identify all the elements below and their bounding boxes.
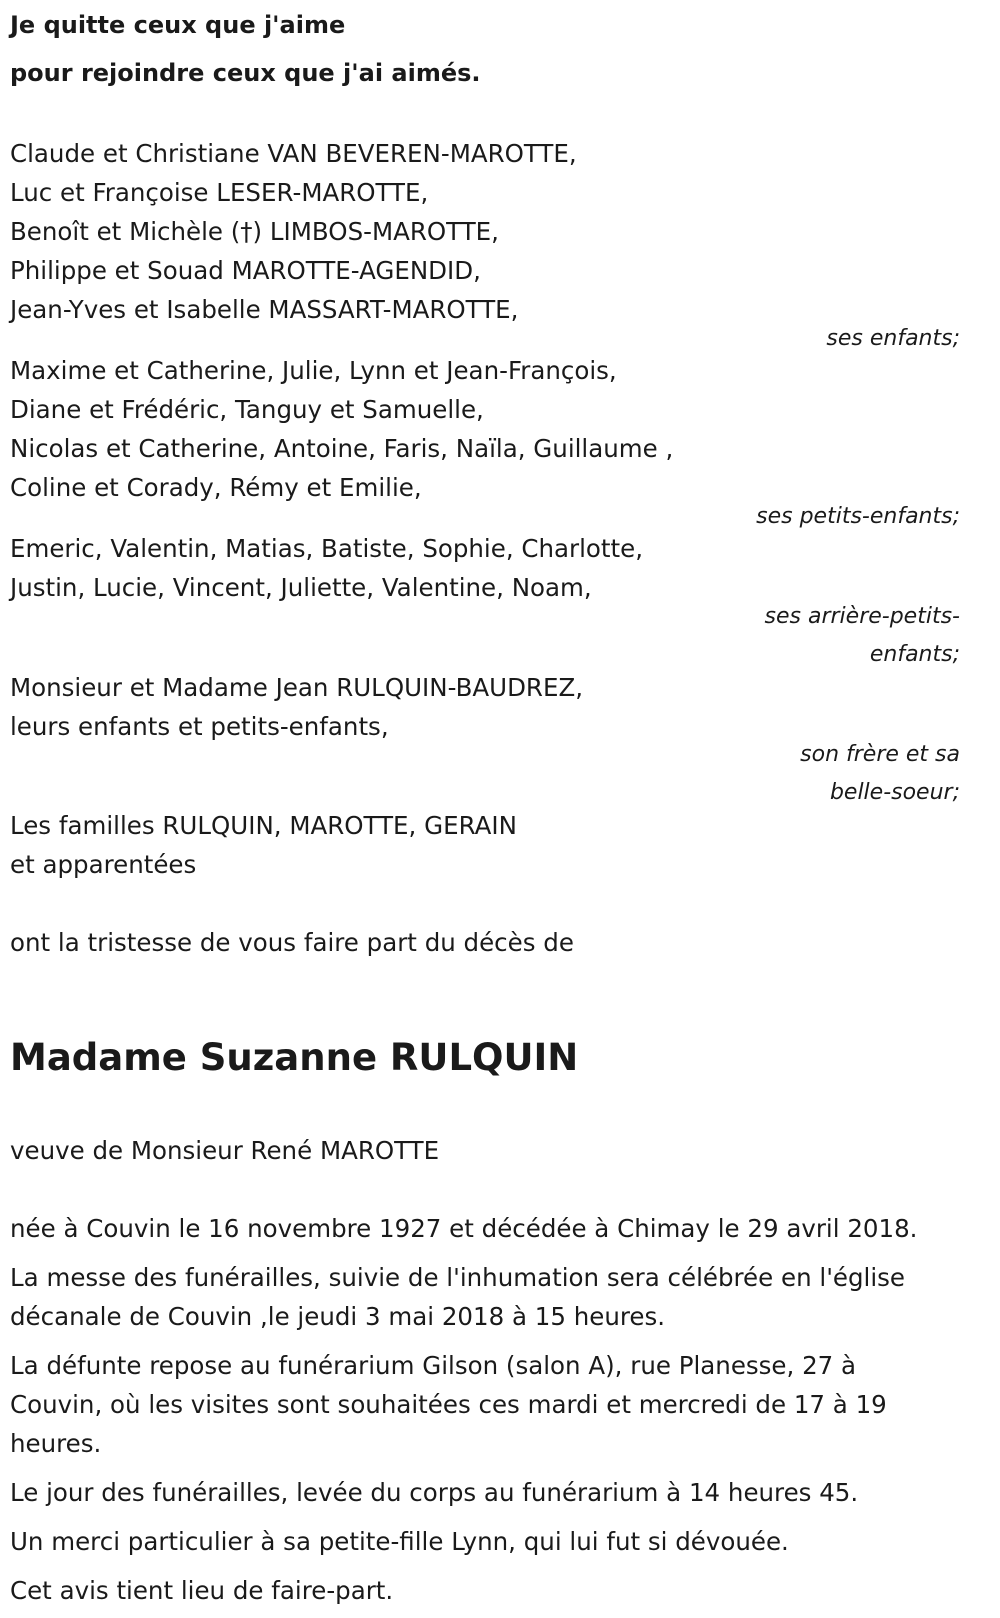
funeral-line-2: décanale de Couvin ,le jeudi 3 mai 2018 à 15 heures. bbox=[10, 1302, 666, 1331]
rest-line-3: heures. bbox=[10, 1429, 102, 1458]
quote-line-1: Je quitte ceux que j'aime bbox=[10, 11, 346, 39]
siblings-role-line-2: belle-soeur; bbox=[829, 780, 960, 805]
children-name-2: Luc et Françoise LESER-MAROTTE, bbox=[10, 178, 429, 207]
rest-line-1: La défunte repose au funérarium Gilson (salon A), rue Planesse, 27 à bbox=[10, 1351, 857, 1380]
children-name-5: Jean-Yves et Isabelle MASSART-MAROTTE, bbox=[10, 295, 519, 324]
thanks: Un merci particulier à sa petite-fille Lynn, qui lui fut si dévouée. bbox=[10, 1527, 789, 1556]
siblings-role-line-1: son frère et sa bbox=[800, 742, 960, 767]
siblings-name-2: leurs enfants et petits-enfants, bbox=[10, 712, 389, 741]
grandchildren-role: ses petits-enfants; bbox=[756, 504, 960, 529]
grandchildren-name-3: Nicolas et Catherine, Antoine, Faris, Naïla, Guillaume , bbox=[10, 434, 674, 463]
quote-line-2: pour rejoindre ceux que j'ai aimés. bbox=[10, 59, 481, 87]
children-name-1: Claude et Christiane VAN BEVEREN-MAROTTE, bbox=[10, 139, 577, 168]
great-grandchildren-name-1: Emeric, Valentin, Matias, Batiste, Sophie, Charlotte, bbox=[10, 534, 643, 563]
great-grandchildren-role-line-2: enfants; bbox=[869, 642, 960, 667]
children-name-4: Philippe et Souad MAROTTE-AGENDID, bbox=[10, 256, 481, 285]
rest-line-2: Couvin, où les visites sont souhaitées ces mardi et mercredi de 17 à 19 bbox=[10, 1390, 887, 1419]
deceased-name: Madame Suzanne RULQUIN bbox=[10, 1036, 579, 1079]
grandchildren-name-2: Diane et Frédéric, Tanguy et Samuelle, bbox=[10, 395, 484, 424]
families-line-1: Les familles RULQUIN, MAROTTE, GERAIN bbox=[10, 811, 517, 840]
notice: Cet avis tient lieu de faire-part. bbox=[10, 1576, 394, 1605]
announcement: ont la tristesse de vous faire part du décès de bbox=[10, 928, 574, 957]
siblings-name-1: Monsieur et Madame Jean RULQUIN-BAUDREZ, bbox=[10, 673, 584, 702]
children-role: ses enfants; bbox=[826, 326, 960, 351]
families-line-2: et apparentées bbox=[10, 850, 197, 879]
grandchildren-name-4: Coline et Corady, Rémy et Emilie, bbox=[10, 473, 422, 502]
funeral-line-1: La messe des funérailles, suivie de l'inhumation sera célébrée en l'église bbox=[10, 1263, 906, 1292]
removal-of-body: Le jour des funérailles, levée du corps au funérarium à 14 heures 45. bbox=[10, 1478, 859, 1507]
widow-of: veuve de Monsieur René MAROTTE bbox=[10, 1136, 440, 1165]
great-grandchildren-role-line-1: ses arrière-petits- bbox=[764, 604, 960, 629]
grandchildren-name-1: Maxime et Catherine, Julie, Lynn et Jean-François, bbox=[10, 356, 617, 385]
great-grandchildren-name-2: Justin, Lucie, Vincent, Juliette, Valentine, Noam, bbox=[10, 573, 592, 602]
birth-death: née à Couvin le 16 novembre 1927 et décédée à Chimay le 29 avril 2018. bbox=[10, 1214, 918, 1243]
children-name-3: Benoît et Michèle (†) LIMBOS-MAROTTE, bbox=[10, 217, 499, 246]
